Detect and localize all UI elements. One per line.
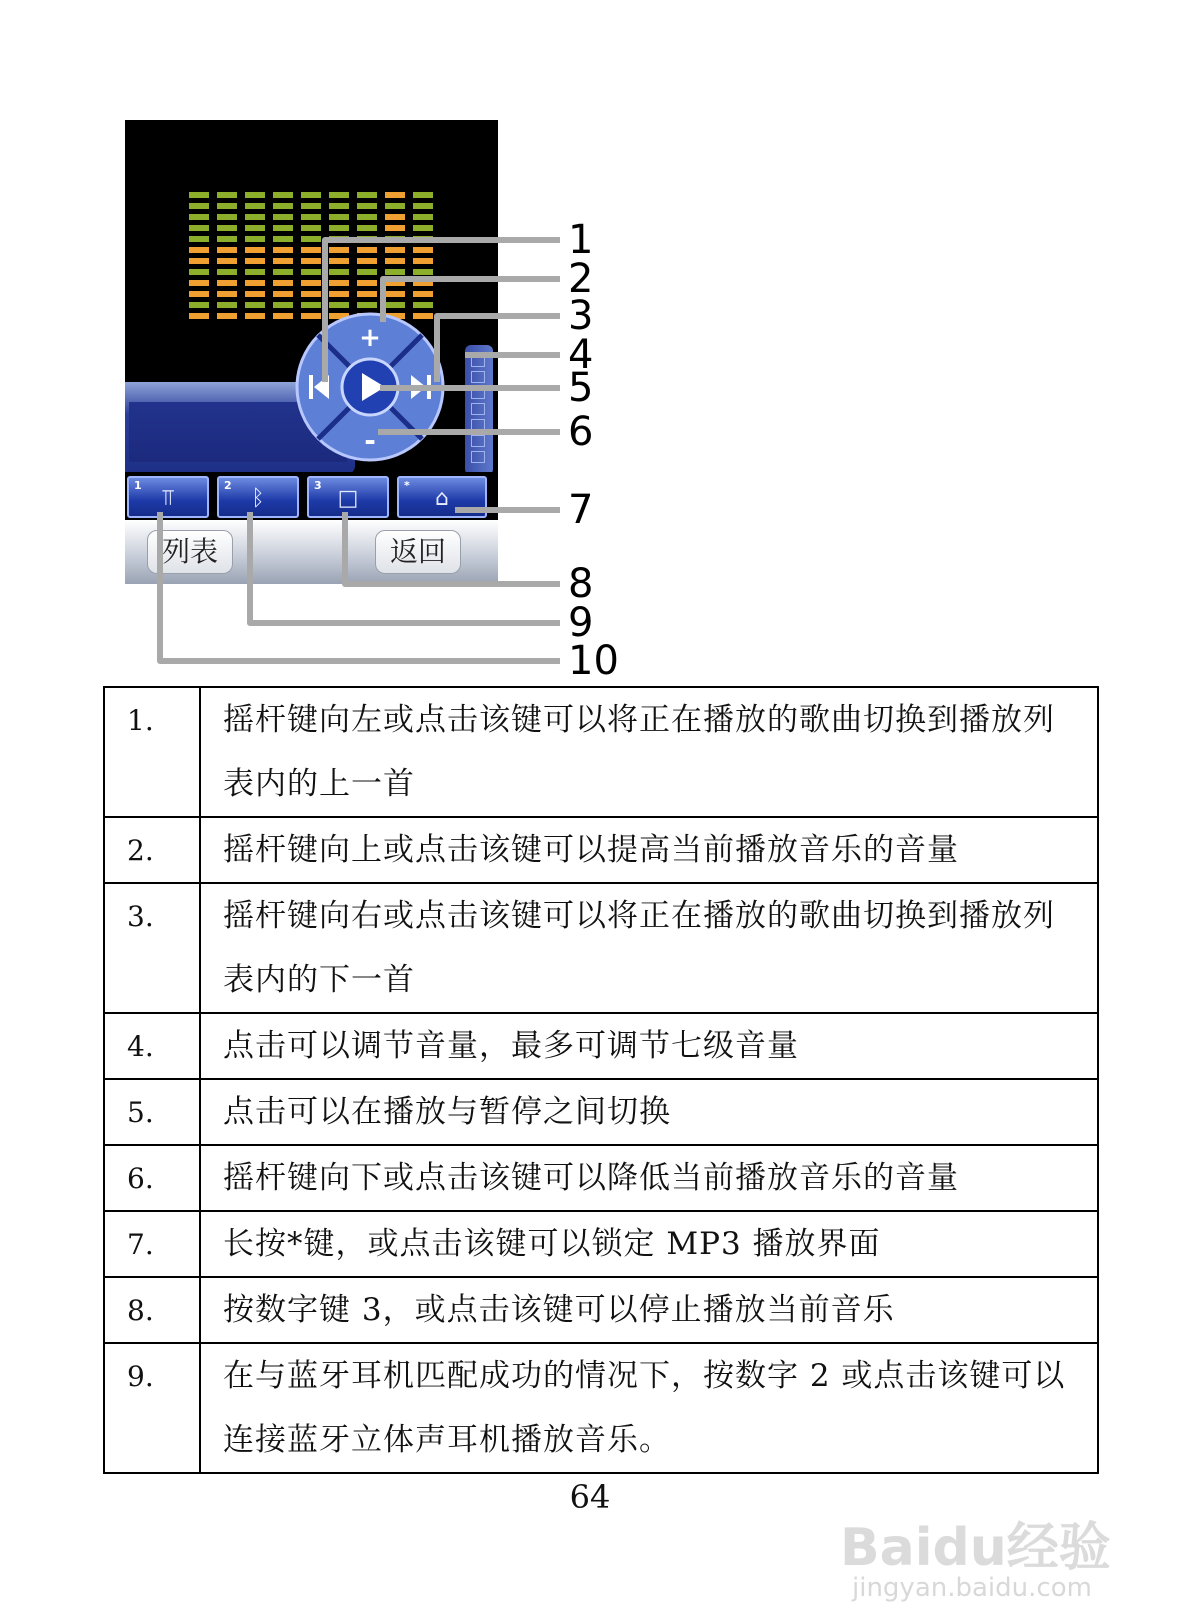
eq-segment [273,258,293,264]
eq-segment [273,302,293,308]
eq-segment [245,269,265,275]
eq-segment [273,214,293,220]
eq-segment [413,203,433,209]
volume-level-tick[interactable] [471,403,485,415]
eq-segment [301,302,321,308]
eq-segment [413,269,433,275]
eq-segment [357,192,377,198]
eq-segment [273,236,293,242]
stop-button[interactable] [307,476,389,518]
svg-text:+: + [359,323,381,353]
eq-segment [413,236,433,242]
eq-segment [385,269,405,275]
volume-level-tick[interactable] [471,371,485,383]
callout-7: 7 [568,487,594,533]
eq-segment [217,313,237,319]
page-number: 64 [569,1478,611,1516]
eq-segment [273,225,293,231]
volume-level-tick[interactable] [471,451,485,463]
eq-segment [413,225,433,231]
eq-segment [245,214,265,220]
eq-segment [413,302,433,308]
row-number: 6. [104,1145,200,1211]
volume-level-tick[interactable] [471,435,485,447]
eq-segment [301,247,321,253]
svg-text:-: - [364,424,376,457]
eq-segment [329,269,349,275]
row-number: 7. [104,1211,200,1277]
callout-2: 2 [568,256,594,302]
eq-segment [217,192,237,198]
callout-10: 10 [568,638,619,684]
eq-segment [217,247,237,253]
row-number: 8. [104,1277,200,1343]
watermark-logo: Baidu经验 [840,1518,1111,1578]
row-number: 9. [104,1343,200,1473]
callout-5: 5 [568,365,594,411]
row-number: 4. [104,1013,200,1079]
eq-segment [273,313,293,319]
row-description: 在与蓝牙耳机匹配成功的情况下，按数字 2 或点击该键可以连接蓝牙立体声耳机播放音乐。 [200,1343,1098,1473]
key-number: 1 [134,479,142,492]
eq-segment [413,291,433,297]
eq-segment [245,280,265,286]
key-number: 3 [314,479,322,492]
eq-segment [301,258,321,264]
eq-segment [189,192,209,198]
eq-segment [329,192,349,198]
softkey-bar [125,520,498,584]
table-row [104,1211,1098,1277]
eq-segment [189,236,209,242]
eq-segment [413,258,433,264]
signal-button[interactable] [127,476,209,518]
bluetooth-button[interactable] [217,476,299,518]
back-softkey[interactable]: 返回 [375,530,461,574]
eq-segment [329,247,349,253]
eq-segment [245,225,265,231]
eq-segment [329,258,349,264]
eq-segment [189,258,209,264]
row-description: 点击可以调节音量，最多可调节七级音量 [200,1013,1098,1079]
eq-segment [357,302,377,308]
eq-segment [245,236,265,242]
signal-tower-icon: ⫪ [161,486,175,511]
eq-segment [357,247,377,253]
eq-segment [301,291,321,297]
row-description: 摇杆键向下或点击该键可以降低当前播放音乐的音量 [200,1145,1098,1211]
eq-segment [329,225,349,231]
eq-segment [301,192,321,198]
key-number: * [404,479,410,492]
eq-segment [385,225,405,231]
eq-segment [245,302,265,308]
eq-segment [189,225,209,231]
eq-segment [385,280,405,286]
eq-segment [217,225,237,231]
eq-segment [357,236,377,242]
watermark-url: jingyan.baidu.com [852,1573,1092,1603]
eq-segment [357,291,377,297]
eq-segment [273,280,293,286]
eq-segment [385,247,405,253]
lock-icon: ⌂ [435,486,449,511]
eq-segment [385,214,405,220]
eq-segment [245,203,265,209]
eq-segment [189,214,209,220]
eq-segment [329,236,349,242]
play-pause-button[interactable] [342,359,398,415]
callout-1: 1 [568,217,594,263]
eq-segment [189,313,209,319]
row-number: 1. [104,687,200,817]
volume-scale[interactable] [465,345,493,475]
eq-segment [245,291,265,297]
row-description: 点击可以在播放与暂停之间切换 [200,1079,1098,1145]
eq-segment [217,302,237,308]
eq-segment [357,269,377,275]
eq-segment [357,203,377,209]
feature-description-table [103,686,1099,1474]
eq-segment [357,225,377,231]
function-key-row [125,472,498,520]
eq-segment [413,192,433,198]
row-description: 摇杆键向右或点击该键可以将正在播放的歌曲切换到播放列表内的下一首 [200,883,1098,1013]
key-number: 2 [224,479,232,492]
eq-segment [385,203,405,209]
eq-segment [357,214,377,220]
table-row [104,1145,1098,1211]
volume-up-button[interactable] [359,323,381,353]
eq-segment [217,214,237,220]
row-number: 5. [104,1079,200,1145]
eq-segment [329,280,349,286]
eq-segment [217,280,237,286]
eq-segment [189,291,209,297]
eq-segment [357,280,377,286]
eq-segment [329,203,349,209]
bluetooth-icon: ᛒ [251,486,265,511]
callout-6: 6 [568,409,594,455]
table-row [104,1013,1098,1079]
table-row [104,687,1098,817]
baidu-watermark [840,1505,1140,1605]
volume-level-tick[interactable] [471,355,485,367]
eq-segment [301,214,321,220]
callout-9: 9 [568,600,594,646]
eq-segment [329,302,349,308]
row-description: 摇杆键向左或点击该键可以将正在播放的歌曲切换到播放列表内的上一首 [200,687,1098,817]
table-row [104,1343,1098,1473]
table-row [104,883,1098,1013]
stop-square-icon: □ [337,486,359,511]
volume-level-tick[interactable] [471,387,485,399]
eq-segment [301,269,321,275]
mp3-player-screenshot [125,120,498,584]
eq-segment [413,214,433,220]
direction-pad [295,312,445,462]
eq-segment [189,280,209,286]
eq-segment [385,302,405,308]
eq-segment [217,203,237,209]
eq-segment [245,258,265,264]
list-softkey[interactable]: 列表 [147,530,233,574]
table-row [104,817,1098,883]
eq-segment [301,225,321,231]
eq-segment [357,258,377,264]
volume-level-tick[interactable] [471,419,485,431]
callout-8: 8 [568,561,594,607]
volume-down-button[interactable] [364,424,376,457]
callout-3: 3 [568,293,594,339]
eq-segment [301,236,321,242]
eq-segment [217,258,237,264]
row-description: 按数字键 3，或点击该键可以停止播放当前音乐 [200,1277,1098,1343]
row-description: 摇杆键向上或点击该键可以提高当前播放音乐的音量 [200,817,1098,883]
eq-segment [245,313,265,319]
row-number: 2. [104,817,200,883]
eq-segment [385,192,405,198]
eq-segment [273,203,293,209]
eq-segment [329,291,349,297]
table-row [104,1079,1098,1145]
eq-segment [301,203,321,209]
callout-4: 4 [568,332,594,378]
eq-segment [273,269,293,275]
row-number: 3. [104,883,200,1013]
eq-segment [217,269,237,275]
lock-button[interactable] [397,476,487,518]
table-row [104,1277,1098,1343]
equalizer-visualizer [187,190,437,325]
eq-segment [413,280,433,286]
eq-segment [273,192,293,198]
eq-segment [273,247,293,253]
eq-segment [413,247,433,253]
eq-segment [301,280,321,286]
eq-segment [189,247,209,253]
eq-segment [329,214,349,220]
eq-segment [189,302,209,308]
eq-segment [189,269,209,275]
eq-segment [385,236,405,242]
eq-segment [385,291,405,297]
row-description: 长按*键，或点击该键可以锁定 MP3 播放界面 [200,1211,1098,1277]
eq-segment [217,236,237,242]
eq-segment [217,291,237,297]
eq-segment [273,291,293,297]
eq-segment [245,247,265,253]
eq-segment [245,192,265,198]
eq-segment [385,258,405,264]
eq-segment [189,203,209,209]
